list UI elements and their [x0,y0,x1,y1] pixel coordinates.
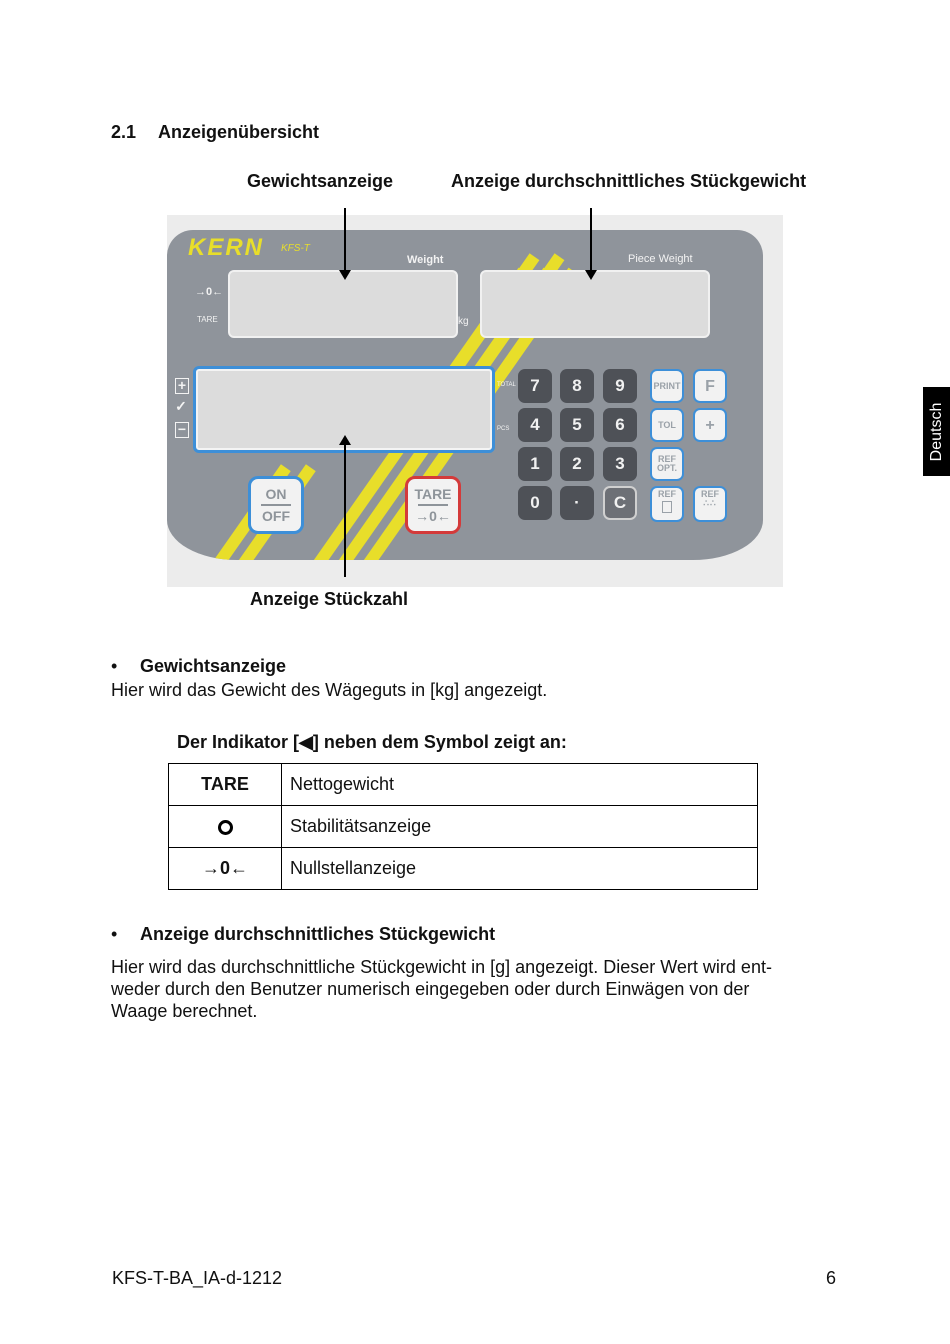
language-tab [923,387,950,476]
bullet-weight-display [111,656,286,677]
key-tol: TOL [650,408,684,442]
language-tab-label: Deutsch [927,402,945,461]
bullet-weight-display-text: Gewichtsanzeige [140,656,287,676]
table-row [169,806,758,848]
key-on-off-divider [261,504,291,506]
kg-unit-label: kg [458,316,469,327]
indicator-heading: Der Indikator [◀] neben dem Symbol zeigt an: [177,732,567,752]
description-net-weight: Nettogewicht [282,764,758,806]
bullet-dot: • [111,656,118,676]
weight-label: Weight [407,254,444,266]
key-dot: · [560,486,594,520]
key-f: F [693,369,727,403]
callout-count-display: Anzeige Stückzahl [250,589,409,609]
key-6: 6 [603,408,637,442]
model-label: KFS-T [281,243,310,254]
key-5: 5 [560,408,594,442]
key-tare [405,476,461,534]
key-ref-multi [693,486,727,522]
callout-piece-weight-display: Anzeige durchschnittliches Stückgewicht [451,171,807,191]
weight-lcd [228,270,458,338]
key-clear: C [603,486,637,520]
key-ref-opt [650,447,684,481]
section-number: 2.1 [111,122,137,142]
piece-weight-line-3: Waage berechnet. [111,1001,258,1021]
multi-piece-icon: ∴∴ [703,498,717,508]
key-tare-label: TARE [414,486,452,502]
key-ref-single [650,486,684,522]
indicator-table [168,763,758,890]
single-piece-icon [662,501,672,513]
arrow-to-piece-weight-display [590,208,592,278]
tare-indicator-label: TARE [197,315,218,324]
key-plus: + [693,408,727,442]
table-row [169,848,758,890]
kern-logo: KERN [188,234,265,261]
section-heading [111,122,319,143]
check-indicator-icon: ✓ [175,398,187,414]
bullet-piece-weight [111,924,495,945]
key-2: 2 [560,447,594,481]
key-9: 9 [603,369,637,403]
key-8: 8 [560,369,594,403]
stability-ring-icon [218,820,233,835]
piece-weight-lcd [480,270,710,338]
footer-doc-id: KFS-T-BA_IA-d-1212 [112,1268,283,1288]
key-1: 1 [518,447,552,481]
arrow-to-count-display [344,437,346,577]
key-ref-opt-line1: REF [658,454,676,464]
symbol-stability [169,806,282,848]
piece-weight-label: Piece Weight [628,253,693,265]
symbol-zero: →0← [169,848,282,890]
key-0: 0 [518,486,552,520]
minus-indicator-icon: − [175,422,189,438]
key-off-label: OFF [262,508,290,524]
key-on-off [248,476,304,534]
key-print: PRINT [650,369,684,403]
total-label: TOTAL [497,382,516,388]
footer-page-number: 6 [826,1268,837,1288]
table-row [169,764,758,806]
callout-weight-display: Gewichtsanzeige [247,171,394,191]
key-3: 3 [603,447,637,481]
bullet-piece-weight-text: Anzeige durchschnittliches Stückgewicht [140,924,496,944]
weight-description: Hier wird das Gewicht des Wägeguts in [kg] angezeigt. [111,680,548,700]
key-ref-opt-line2: OPT. [656,463,677,473]
piece-weight-line-1: Hier wird das durchschnittliche Stückgewicht in [g] angezeigt. Dieser Wert wird ent- [111,957,772,977]
plus-indicator-icon: + [175,378,189,394]
symbol-tare: TARE [169,764,282,806]
key-7: 7 [518,369,552,403]
pcs-label: PCS [497,426,510,432]
piece-weight-line-2: weder durch den Benutzer numerisch eingegeben oder durch Einwägen von der [111,979,750,999]
key-tare-zero-label: →0← [415,508,451,524]
section-title: Anzeigenübersicht [158,122,320,142]
description-zero: Nullstellanzeige [282,848,758,890]
piece-weight-description [111,956,772,1022]
key-ref-single-label: REF [658,489,676,499]
zero-symbol: →0← [195,286,224,298]
key-ref-multi-label: REF [701,489,719,499]
description-stability: Stabilitätsanzeige [282,806,758,848]
key-tare-divider [418,504,448,506]
key-4: 4 [518,408,552,442]
key-on-label: ON [265,486,287,502]
bullet-dot: • [111,924,118,944]
arrow-to-weight-display [344,208,346,278]
